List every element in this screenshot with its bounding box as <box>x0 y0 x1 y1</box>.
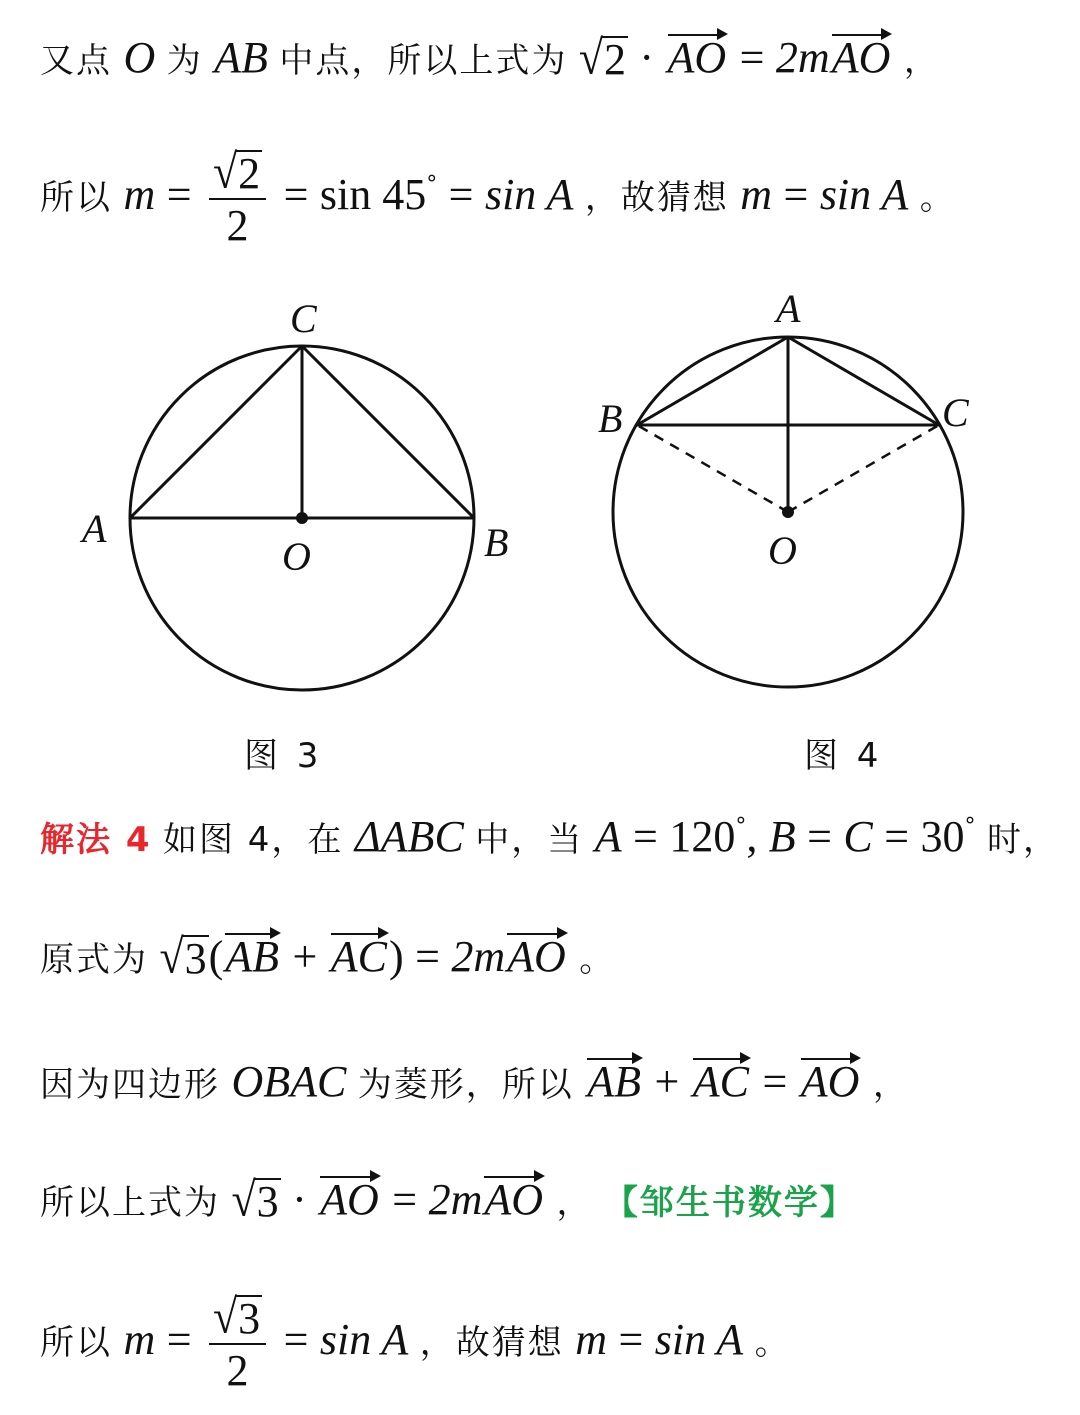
comma: ， <box>903 41 940 81</box>
line-2 <box>40 144 1070 250</box>
sqrt-3: √ 3 <box>159 929 207 984</box>
coef-2m: 2m <box>451 932 506 981</box>
equals: = <box>618 1315 644 1364</box>
line-3 <box>40 812 1070 861</box>
angle-B: B <box>768 812 796 861</box>
text: 中，当 <box>475 820 584 860</box>
point-O: O <box>123 33 156 82</box>
text: 如图 4，在 <box>162 820 344 860</box>
vector-AO: AO <box>507 932 566 981</box>
left-paren: ( <box>208 932 224 981</box>
fig3-label-A: A <box>82 506 107 551</box>
degree: ° <box>735 814 747 839</box>
text: 原式为 <box>40 940 148 980</box>
fig4-label-C: C <box>942 390 969 435</box>
fig4-segment-AC <box>788 337 939 425</box>
fig3-segment-AC <box>130 346 302 518</box>
figure-4 <box>590 280 1010 720</box>
vector-AO: AO <box>320 1175 379 1224</box>
vector-AC: AC <box>330 932 387 981</box>
line-7 <box>40 1289 1070 1395</box>
fig4-label-B: B <box>598 396 623 441</box>
vector-AO: AO <box>667 33 727 82</box>
comma: , <box>746 812 758 861</box>
period: 。 <box>579 940 616 980</box>
dot-operator: · <box>292 1175 307 1224</box>
vector-AB: AB <box>587 1057 642 1106</box>
coef-2m: 2m <box>428 1175 483 1224</box>
text: 为 <box>166 41 203 81</box>
line-6 <box>40 1172 1070 1227</box>
equals: = <box>392 1175 418 1224</box>
fig4-label-A: A <box>776 286 801 331</box>
fig4-label-O: O <box>768 528 797 573</box>
equals: = <box>633 812 658 861</box>
equals: = <box>739 33 765 82</box>
vector-AB: AB <box>225 932 280 981</box>
sin-A: sin A <box>819 170 909 219</box>
quad-OBAC: OBAC <box>231 1057 347 1106</box>
vector-AO: AO <box>831 33 891 82</box>
var-m: m <box>740 170 773 219</box>
equals: = <box>448 170 474 219</box>
fig3-label-B: B <box>484 520 509 565</box>
text: 又点 <box>40 41 112 81</box>
equals: = <box>884 812 910 861</box>
sqrt-3: √ 3 <box>231 1172 279 1227</box>
sin-A: sin A <box>484 170 574 219</box>
line-5 <box>40 1057 1070 1106</box>
comma: ， <box>556 1183 593 1223</box>
equals: = <box>783 170 809 219</box>
figure-3 <box>60 280 550 720</box>
fig3-label-C: C <box>290 296 317 341</box>
var-m: m <box>123 1315 156 1364</box>
figure-3-caption: 图 3 <box>244 736 323 776</box>
fig4-dashed-OB <box>637 425 788 512</box>
vector-AO: AO <box>484 1175 543 1224</box>
vector-AC: AC <box>692 1057 749 1106</box>
equals: = <box>807 812 832 861</box>
text: 所以 <box>40 178 112 218</box>
method-label: 解法 4 <box>40 820 152 860</box>
equals: = <box>283 1315 309 1364</box>
sqrt-2: √ 2 <box>578 30 626 85</box>
angle-C: C <box>843 812 873 861</box>
right-paren: ) <box>389 932 404 981</box>
period: 。 <box>919 178 956 218</box>
triangle-ABC: ΔABC <box>354 812 464 861</box>
text: 中点，所以上式为 <box>279 41 568 81</box>
equals: = <box>166 1315 192 1364</box>
fraction-sqrt2-over-2: √ 2 2 <box>209 150 266 248</box>
sin-A: sin A <box>319 1315 409 1364</box>
equals: = <box>283 170 309 219</box>
value-120: 120 <box>669 812 736 861</box>
text: 因为四边形 <box>40 1065 220 1105</box>
vector-AO: AO <box>800 1057 860 1106</box>
degree: ° <box>426 172 438 197</box>
comma: ， <box>872 1065 909 1105</box>
text: 所以上式为 <box>40 1183 220 1223</box>
fig4-dashed-OC <box>788 425 939 512</box>
sin-45: sin 45 <box>319 170 427 219</box>
plus: + <box>654 1057 680 1106</box>
plus: + <box>292 932 318 981</box>
line-1 <box>40 30 1070 85</box>
equals: = <box>762 1057 788 1106</box>
brand-tag: 【邹生书数学】 <box>603 1183 856 1223</box>
value-30: 30 <box>920 812 965 861</box>
fig3-center-dot <box>296 512 308 524</box>
fig3-segment-BC <box>302 346 474 518</box>
equals: = <box>415 932 440 981</box>
degree: ° <box>964 814 976 839</box>
fraction-sqrt3-over-2: √ 3 2 <box>209 1295 266 1393</box>
dot-operator: · <box>639 33 655 82</box>
var-m: m <box>123 170 156 219</box>
angle-A: A <box>594 812 622 861</box>
sin-A: sin A <box>654 1315 744 1364</box>
text: 为菱形，所以 <box>357 1065 574 1105</box>
segment-AB: AB <box>214 33 268 82</box>
text: 所以 <box>40 1323 112 1363</box>
period: 。 <box>754 1323 791 1363</box>
fig3-label-O: O <box>282 534 311 579</box>
text: ，故猜想 <box>419 1323 564 1363</box>
fig4-segment-AB <box>637 337 788 425</box>
fig4-center-dot <box>782 506 794 518</box>
text: 时， <box>986 820 1059 860</box>
var-m: m <box>575 1315 607 1364</box>
text: ，故猜想 <box>584 178 729 218</box>
line-4 <box>40 929 1070 984</box>
figure-4-caption: 图 4 <box>804 736 883 776</box>
coef-2m: 2m <box>775 33 830 82</box>
equals: = <box>166 170 192 219</box>
